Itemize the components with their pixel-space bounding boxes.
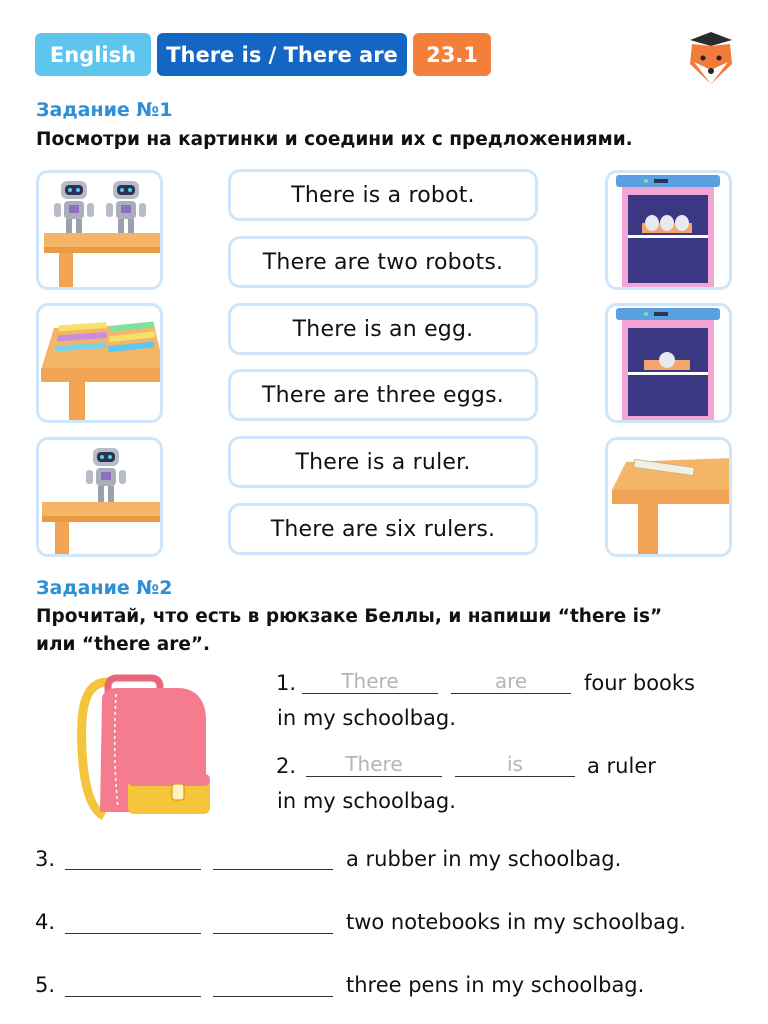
item-text: four books bbox=[584, 671, 695, 695]
item-number: 4. bbox=[35, 910, 56, 934]
task1-instruction: Посмотри на картинки и соедини их с предложениями. bbox=[36, 129, 633, 150]
task2-instruction-line1: Прочитай, что есть в рюкзаке Беллы, и напиши “there is” bbox=[36, 606, 663, 627]
item-number: 2. bbox=[276, 754, 297, 778]
item-text-continued: in my schoolbag. bbox=[277, 706, 456, 730]
answer-blank[interactable] bbox=[65, 973, 201, 997]
answer-blank[interactable] bbox=[65, 846, 201, 870]
answer-blank[interactable] bbox=[213, 973, 333, 997]
schoolbag-icon bbox=[74, 670, 214, 820]
item-number: 5. bbox=[35, 973, 56, 997]
answer-blank[interactable]: is bbox=[455, 753, 575, 777]
sentence-box[interactable]: There is a robot. bbox=[228, 169, 538, 221]
answer-blank[interactable]: are bbox=[451, 670, 571, 694]
task1-title: Задание №1 bbox=[36, 99, 173, 121]
answer-blank[interactable] bbox=[213, 910, 333, 934]
sentence-box[interactable]: There are six rulers. bbox=[228, 503, 538, 555]
sentence-box[interactable]: There is a ruler. bbox=[228, 436, 538, 488]
picture-one-ruler bbox=[605, 437, 732, 557]
item-number: 3. bbox=[35, 847, 56, 871]
sentence-box[interactable]: There is an egg. bbox=[228, 303, 538, 355]
item-text: a ruler bbox=[587, 754, 656, 778]
picture-one-robot bbox=[36, 437, 163, 557]
sentence-box[interactable]: There are two robots. bbox=[228, 236, 538, 288]
answer-blank[interactable]: There bbox=[302, 670, 438, 694]
item-text-continued: in my schoolbag. bbox=[277, 789, 456, 813]
item-number: 1. bbox=[276, 671, 297, 695]
task2-title: Задание №2 bbox=[36, 577, 173, 599]
sentence-box[interactable]: There are three eggs. bbox=[228, 369, 538, 421]
answer-blank[interactable] bbox=[213, 846, 333, 870]
answer-blank[interactable] bbox=[65, 910, 201, 934]
picture-three-eggs-fridge bbox=[605, 170, 732, 290]
task2-instruction-line2: или “there are”. bbox=[36, 634, 211, 655]
picture-six-rulers bbox=[36, 303, 163, 423]
item-text: two notebooks in my schoolbag. bbox=[346, 910, 686, 934]
item-text: three pens in my schoolbag. bbox=[346, 973, 645, 997]
subject-tag: English bbox=[35, 33, 151, 76]
picture-two-robots bbox=[36, 170, 163, 290]
answer-blank[interactable]: There bbox=[306, 753, 442, 777]
item-text: a rubber in my schoolbag. bbox=[346, 847, 622, 871]
number-tag: 23.1 bbox=[413, 33, 491, 76]
picture-one-egg-fridge bbox=[605, 303, 732, 423]
topic-tag: There is / There are bbox=[157, 33, 407, 76]
fox-graduate-icon bbox=[686, 30, 736, 86]
